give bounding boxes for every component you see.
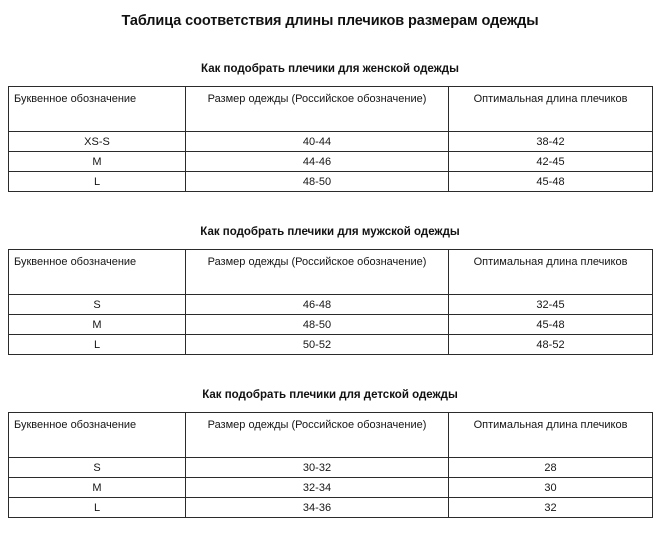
cell-size: 30-32 xyxy=(186,458,449,478)
column-header-letter: Буквенное обозначение xyxy=(9,87,186,132)
column-header-length: Оптимальная длина плечиков xyxy=(449,87,653,132)
page-title: Таблица соответствия длины плечиков размерам одежды xyxy=(121,13,539,29)
cell-letter: L xyxy=(9,335,186,355)
cell-length: 45-48 xyxy=(449,172,653,192)
size-table-children xyxy=(8,412,653,518)
table-row xyxy=(9,498,653,518)
cell-size: 48-50 xyxy=(186,315,449,335)
cell-size: 44-46 xyxy=(186,152,449,172)
cell-letter: M xyxy=(9,152,186,172)
column-header-letter: Буквенное обозначение xyxy=(9,413,186,458)
cell-size: 32-34 xyxy=(186,478,449,498)
table-row xyxy=(9,172,653,192)
table-row xyxy=(9,478,653,498)
table-row xyxy=(9,335,653,355)
size-table-men xyxy=(8,249,653,355)
section-title-women: Как подобрать плечики для женской одежды xyxy=(201,63,459,75)
cell-length: 48-52 xyxy=(449,335,653,355)
table-wrapper-women xyxy=(0,86,660,192)
cell-length: 28 xyxy=(449,458,653,478)
cell-length: 42-45 xyxy=(449,152,653,172)
cell-length: 30 xyxy=(449,478,653,498)
cell-size: 46-48 xyxy=(186,295,449,315)
column-header-size: Размер одежды (Российское обозначение) xyxy=(186,413,449,458)
column-header-letter: Буквенное обозначение xyxy=(9,250,186,295)
cell-size: 34-36 xyxy=(186,498,449,518)
column-header-size: Размер одежды (Российское обозначение) xyxy=(186,87,449,132)
cell-length: 32 xyxy=(449,498,653,518)
cell-length: 45-48 xyxy=(449,315,653,335)
table-header-row xyxy=(9,250,653,295)
cell-length: 38-42 xyxy=(449,132,653,152)
cell-letter: S xyxy=(9,458,186,478)
cell-size: 48-50 xyxy=(186,172,449,192)
table-row xyxy=(9,152,653,172)
column-header-size: Размер одежды (Российское обозначение) xyxy=(186,250,449,295)
cell-size: 50-52 xyxy=(186,335,449,355)
section-women xyxy=(0,30,660,192)
cell-letter: L xyxy=(9,172,186,192)
section-title-children: Как подобрать плечики для детской одежды xyxy=(202,389,458,401)
cell-letter: M xyxy=(9,315,186,335)
table-row xyxy=(9,132,653,152)
size-table-women xyxy=(8,86,653,192)
cell-letter: L xyxy=(9,498,186,518)
table-header-row xyxy=(9,413,653,458)
cell-length: 32-45 xyxy=(449,295,653,315)
table-row xyxy=(9,315,653,335)
table-row xyxy=(9,295,653,315)
section-children xyxy=(0,355,660,518)
cell-letter: M xyxy=(9,478,186,498)
cell-letter: S xyxy=(9,295,186,315)
column-header-length: Оптимальная длина плечиков xyxy=(449,250,653,295)
table-wrapper-children xyxy=(0,412,660,518)
cell-letter: XS-S xyxy=(9,132,186,152)
section-title-men: Как подобрать плечики для мужской одежды xyxy=(200,226,460,238)
cell-size: 40-44 xyxy=(186,132,449,152)
section-men xyxy=(0,192,660,355)
column-header-length: Оптимальная длина плечиков xyxy=(449,413,653,458)
table-header-row xyxy=(9,87,653,132)
table-row xyxy=(9,458,653,478)
table-wrapper-men xyxy=(0,249,660,355)
